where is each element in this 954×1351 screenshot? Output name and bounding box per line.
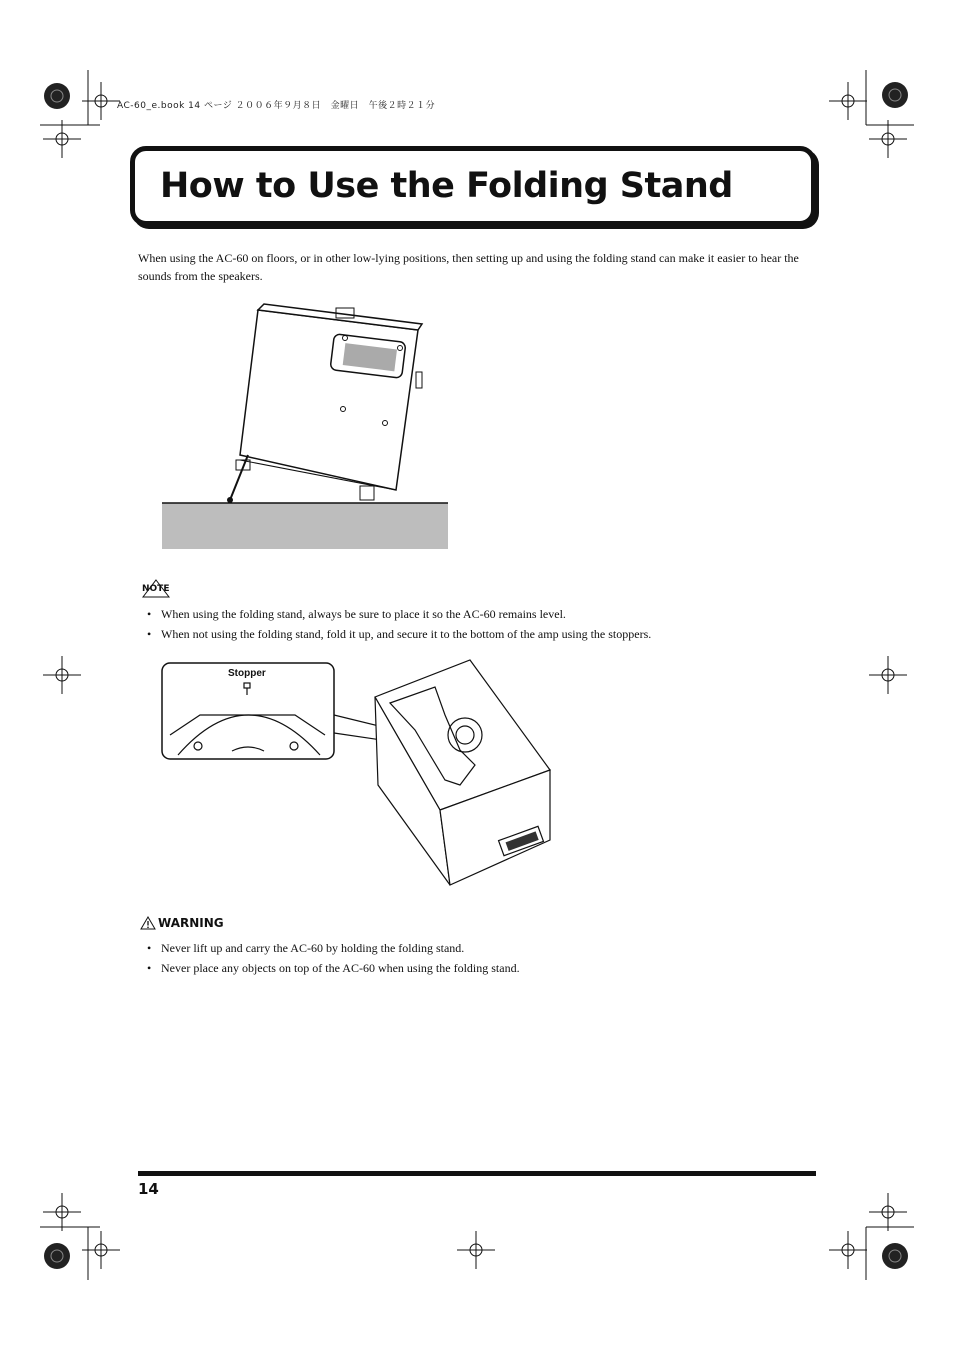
note-item: • When not using the folding stand, fold it up, and secure it to the bottom of the amp using the stoppers. <box>147 624 827 644</box>
stopper-label: Stopper <box>228 668 266 679</box>
warning-label: WARNING <box>158 916 224 930</box>
page-title: How to Use the Folding Stand <box>160 166 733 206</box>
warning-item: • Never lift up and carry the AC-60 by holding the folding stand. <box>147 938 827 958</box>
figure-amp-on-stand <box>160 300 460 560</box>
print-header-meta: AC-60_e.book 14 ページ ２００６年９月８日 金曜日 午後２時２１分 <box>117 101 436 111</box>
page-number: 14 <box>138 1180 159 1198</box>
figure-stopper-callout <box>160 655 560 895</box>
floor-block <box>162 503 448 549</box>
warning-heading <box>140 916 224 930</box>
footer-rule <box>138 1171 816 1176</box>
warning-item: • Never place any objects on top of the AC-60 when using the folding stand. <box>147 958 827 978</box>
note-item: • When using the folding stand, always be sure to place it so the AC-60 remains level. <box>147 604 827 624</box>
warning-list <box>147 938 827 978</box>
intro-paragraph: When using the AC-60 on floors, or in other low-lying positions, then setting up and using the folding stand can make it easier to hear the sounds from the speakers. <box>138 251 799 283</box>
warning-icon <box>140 916 156 930</box>
note-list <box>147 604 827 644</box>
note-label: NOTE <box>142 584 170 594</box>
